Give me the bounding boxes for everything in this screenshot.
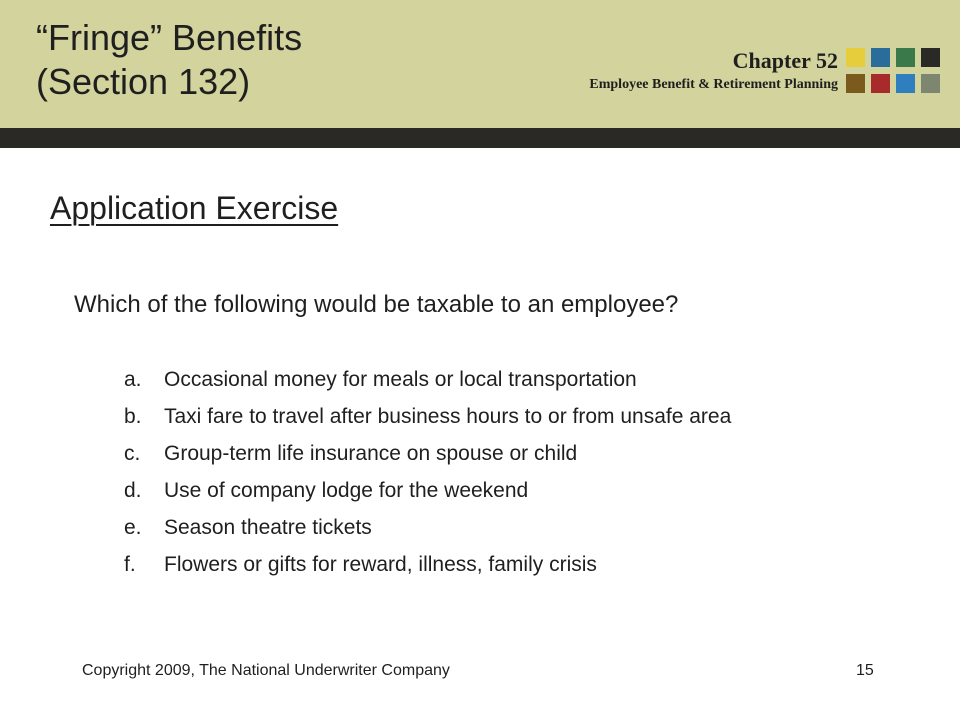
square-top-2 [871, 48, 890, 67]
header-band [0, 0, 960, 128]
square-bottom-4 [921, 74, 940, 93]
color-squares-decoration [846, 48, 942, 96]
option-letter: f. [124, 553, 136, 576]
square-top-3 [896, 48, 915, 67]
chapter-label [589, 48, 838, 94]
square-bottom-1 [846, 74, 865, 93]
page-number: 15 [856, 662, 874, 679]
square-bottom-3 [896, 74, 915, 93]
option-letter: a. [124, 368, 142, 391]
slide-title-line-2: (Section 132) [36, 61, 251, 102]
option-item-b [124, 403, 844, 430]
header-divider [0, 128, 960, 148]
copyright-text: Copyright 2009, The National Underwriter Company [82, 662, 450, 679]
option-text: Occasional money for meals or local transportation [164, 368, 637, 391]
option-item-c [124, 440, 844, 467]
option-item-f [124, 551, 844, 578]
answer-options-list [124, 366, 844, 588]
square-top-4 [921, 48, 940, 67]
chapter-subtitle: Employee Benefit & Retirement Planning [589, 77, 838, 92]
option-text: Season theatre tickets [164, 516, 372, 539]
option-letter: b. [124, 405, 142, 428]
square-top-1 [846, 48, 865, 67]
section-heading: Application Exercise [50, 190, 339, 226]
option-text: Group-term life insurance on spouse or child [164, 442, 578, 465]
question-text: Which of the following would be taxable to an employee? [74, 291, 679, 318]
square-bottom-2 [871, 74, 890, 93]
option-item-a [124, 366, 844, 393]
option-item-d [124, 477, 844, 504]
slide-title [36, 16, 396, 104]
option-text: Use of company lodge for the weekend [164, 479, 529, 502]
option-letter: d. [124, 479, 142, 502]
option-item-e [124, 514, 844, 541]
option-letter: c. [124, 442, 141, 465]
chapter-number: Chapter 52 [732, 48, 838, 73]
option-text: Taxi fare to travel after business hours to or from unsafe area [164, 405, 732, 428]
option-text: Flowers or gifts for reward, illness, family crisis [164, 553, 597, 576]
slide-title-line-1: “Fringe” Benefits [36, 17, 303, 58]
option-letter: e. [124, 516, 142, 539]
